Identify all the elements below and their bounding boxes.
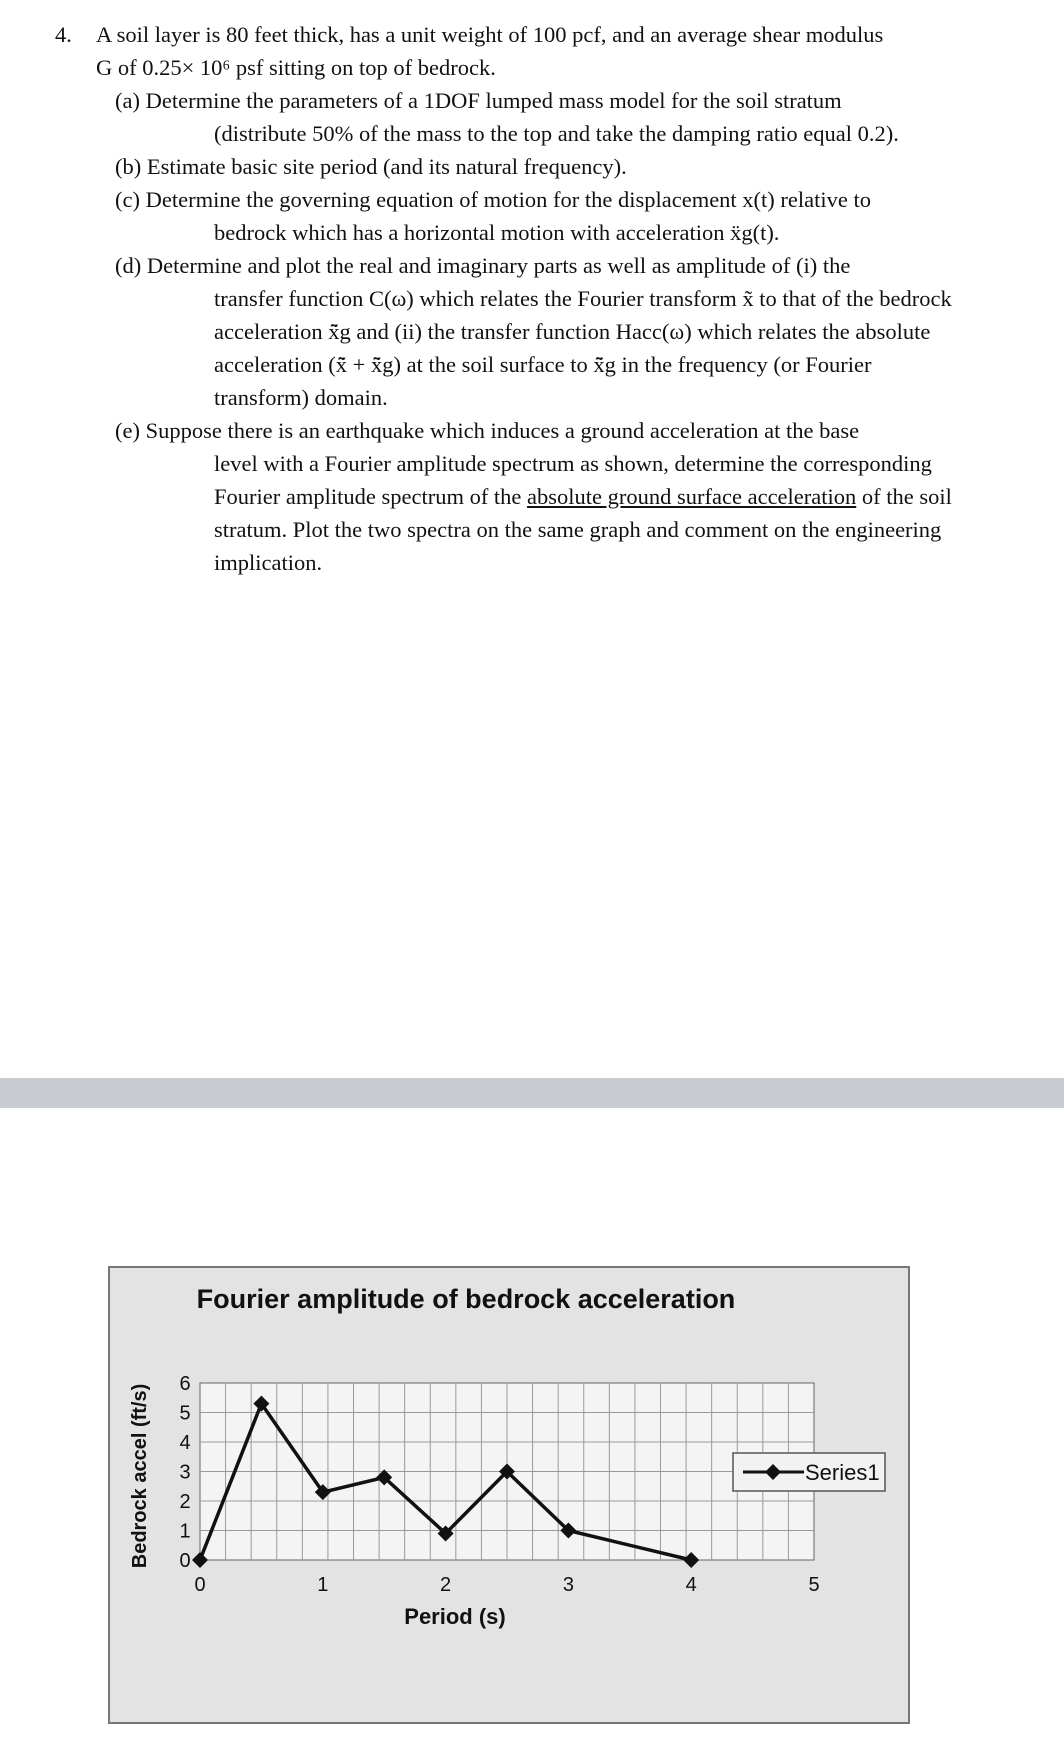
part-a-line-2: (distribute 50% of the mass to the top and take the damping ratio equal 0.2). — [214, 121, 899, 146]
part-c-label: (c) — [115, 187, 140, 212]
part-e-line-5: implication. — [214, 550, 323, 575]
part-d-line-1 — [115, 249, 1005, 282]
x-tick-label: 0 — [194, 1574, 206, 1596]
problem-stem — [55, 18, 1005, 84]
part-e-line-3 — [115, 480, 1005, 513]
part-b-line-1 — [115, 150, 1005, 183]
x-tick-label: 2 — [440, 1574, 452, 1596]
y-tick-label: 4 — [179, 1432, 191, 1454]
part-d-label: (d) — [115, 253, 142, 278]
part-e-line-4: stratum. Plot the two spectra on the same graph and comment on the engineering — [214, 517, 942, 542]
stem-line-2: G of 0.25× 10⁶ psf sitting on top of bedrock. — [96, 55, 496, 80]
part-d-line-5: transform) domain. — [214, 385, 388, 410]
x-tick-label: 1 — [317, 1574, 329, 1596]
underlined-phrase: absolute ground surface acceleration — [527, 484, 857, 509]
part-e-line-1 — [115, 414, 1005, 447]
legend — [733, 1453, 885, 1491]
part-a-line-1 — [115, 84, 1005, 117]
x-tick-label: 3 — [562, 1574, 574, 1596]
y-tick-label: 3 — [179, 1461, 191, 1484]
y-tick-label: 2 — [179, 1491, 191, 1513]
x-tick-label: 4 — [685, 1574, 697, 1596]
part-d-text-1: Determine and plot the real and imaginary parts as well as amplitude of (i) the — [146, 253, 851, 278]
part-a-label: (a) — [115, 88, 140, 113]
y-tick-label: 1 — [179, 1520, 191, 1543]
part-b — [55, 150, 1005, 183]
legend-label: Series1 — [805, 1460, 880, 1485]
problem-4 — [55, 18, 1005, 579]
page-separator-bar — [0, 1078, 1064, 1108]
stem-line-1 — [96, 18, 1005, 51]
part-e — [55, 414, 1005, 579]
chart-title: Fourier amplitude of bedrock acceleration — [196, 1284, 736, 1314]
part-c-line-2: bedrock which has a horizontal motion with acceleration ẍg(t). — [214, 220, 780, 245]
y-tick-label: 6 — [179, 1373, 191, 1395]
bedrock-spectrum-chart — [108, 1266, 910, 1724]
x-tick-label: 5 — [808, 1574, 820, 1596]
part-e-line-3-after: of the soil — [856, 484, 952, 509]
x-axis-label: Period (s) — [404, 1604, 506, 1629]
part-d-line-3: acceleration x̃̈g and (ii) the transfer function Hacc(ω) which relates the absolute — [214, 319, 931, 344]
part-c-text-1: Determine the governing equation of motion for the displacement x(t) relative to — [145, 187, 872, 212]
part-d-line-2: transfer function C(ω) which relates the Fourier transform x̃ to that of the bedrock — [214, 286, 952, 311]
part-e-line-2: level with a Fourier amplitude spectrum as shown, determine the corresponding — [214, 451, 932, 476]
part-d-line-4: acceleration (x̃̈ + x̃̈g) at the soil surface to x̃̈g in the frequency (or Fourier — [214, 352, 872, 377]
stem-line-1-text: A soil layer is 80 feet thick, has a unit weight of 100 pcf, and an average shear modulus — [96, 22, 884, 47]
y-tick-labels — [179, 1373, 190, 1572]
part-e-line-3-before: Fourier amplitude spectrum of the — [214, 484, 528, 509]
part-d — [55, 249, 1005, 414]
part-b-label: (b) — [115, 154, 142, 179]
part-c — [55, 183, 1005, 249]
problem-number: 4. — [55, 22, 72, 47]
part-a-text-1: Determine the parameters of a 1DOF lumped mass model for the soil stratum — [145, 88, 842, 113]
part-e-text-1: Suppose there is an earthquake which induces a ground acceleration at the base — [145, 418, 860, 443]
part-b-text-1: Estimate basic site period (and its natural frequency). — [146, 154, 627, 179]
y-tick-label: 5 — [179, 1402, 191, 1425]
y-axis-label: Bedrock accel (ft/s) — [129, 1383, 151, 1569]
part-a — [55, 84, 1005, 150]
y-tick-label: 0 — [179, 1550, 191, 1572]
part-e-label: (e) — [115, 418, 140, 443]
part-c-line-1 — [115, 183, 1005, 216]
